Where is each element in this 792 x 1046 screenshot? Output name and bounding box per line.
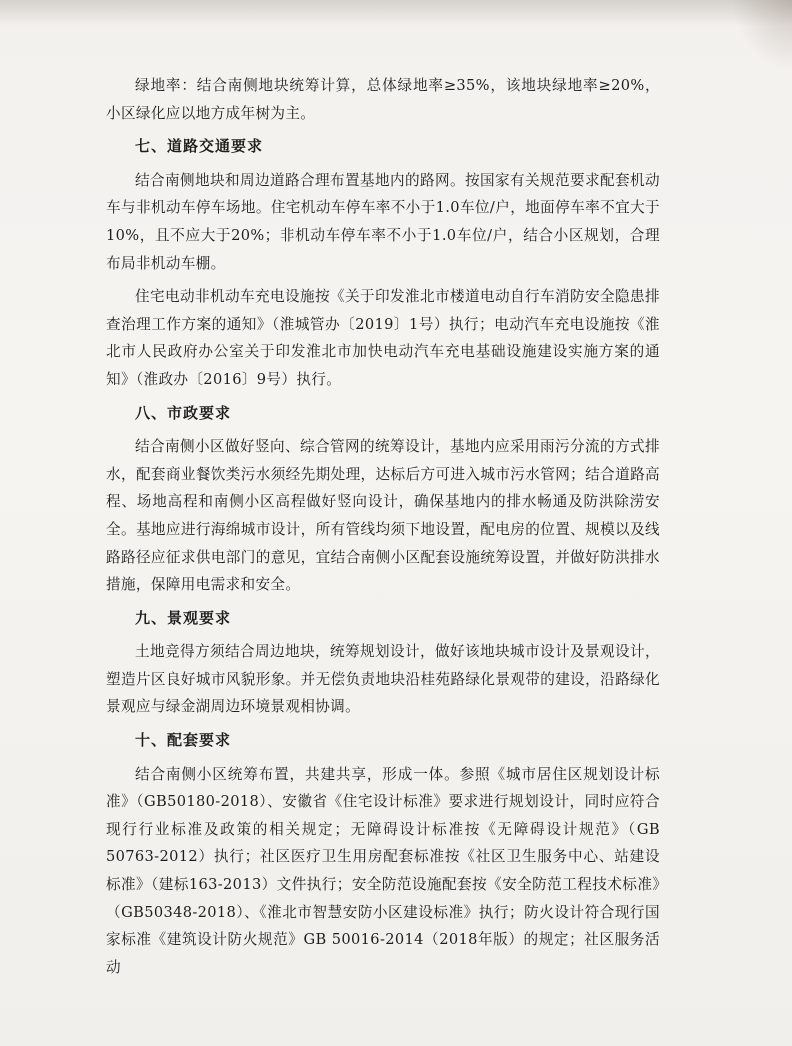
scan-shadow-corner <box>732 0 792 70</box>
paragraph-municipal-design: 结合南侧小区做好竖向、综合管网的统筹设计，基地内应采用雨污分流的方式排水，配套商业餐饮类污水须经先期处理，达标后方可进入城市污水管网；结合道路高程、场地高程和南侧小区高程做好竖向设计，确保基地内的排水畅通及防洪除涝安全。基地应进行海绵城市设计，所有管线均须下地设置，配电房的位置、规模以及线路路径应征求供电部门的意见，宜结合南侧小区配套设施统筹设置，并做好防洪排水措施，保障用电需求和安全。 <box>106 438 660 594</box>
paragraph-charging-facilities: 住宅电动非机动车充电设施按《关于印发淮北市楼道电动自行车消防安全隐患排查治理工作方案的通知》（淮城管办〔2019〕1号）执行；电动汽车充电设施按《淮北市人民政府办公室关于印发淮北市加快电动汽车充电基础设施建设实施方案的通知》（淮政办〔2016〕9号）执行。 <box>106 288 660 388</box>
paragraph-landscape-design: 土地竞得方须结合周边地块，统筹规划设计，做好该地块城市设计及景观设计，塑造片区良好城市风貌形象。并无偿负责地块沿桂苑路绿化景观带的建设，沿路绿化景观应与绿金湖周边环境景观相协调。 <box>106 643 660 716</box>
scan-shadow-top <box>0 0 792 26</box>
paragraph-road-network: 结合南侧地块和周边道路合理布置基地内的路网。按国家有关规范要求配套机动车与非机动车停车场地。住宅机动车停车率不小于1.0车位/户，地面停车率不宜大于10%，且不应大于20%；非机动车停车率不小于1.0车位/户，结合小区规划，合理布局非机动车棚。 <box>106 171 660 272</box>
document-body <box>106 72 660 987</box>
heading-road-traffic: 七、道路交通要求 <box>135 137 264 156</box>
paragraph-supporting-facilities: 结合南侧小区统筹布置，共建共享，形成一体。参照《城市居住区规划设计标准》（GB50180-2018）、安徽省《住宅设计标准》要求进行规划设计，同时应符合现行行业标准及政策的相关规定；无障碍设计标准按《无障碍设计规范》（GB 50763-2012）执行；社区医疗卫生用房配套标准按《社区卫生服务中心、站建设标准》（建标163-2013）文件执行；安全防范设施配套按《安全防范工程技术标准》（GB50348-2018）、《淮北市智慧安防小区建设标准》执行；防火设计符合现行国家标准《建筑设计防火规范》GB 50016-2014（2018年版）的规定；社区服务活动 <box>106 765 660 976</box>
heading-municipal: 八、市政要求 <box>135 403 232 422</box>
heading-supporting-facilities: 十、配套要求 <box>135 731 232 750</box>
heading-landscape: 九、景观要求 <box>135 608 232 627</box>
paragraph-green-ratio: 绿地率：结合南侧地块统筹计算，总体绿地率≥35%，该地块绿地率≥20%，小区绿化应以地方成年树为主。 <box>106 77 660 122</box>
